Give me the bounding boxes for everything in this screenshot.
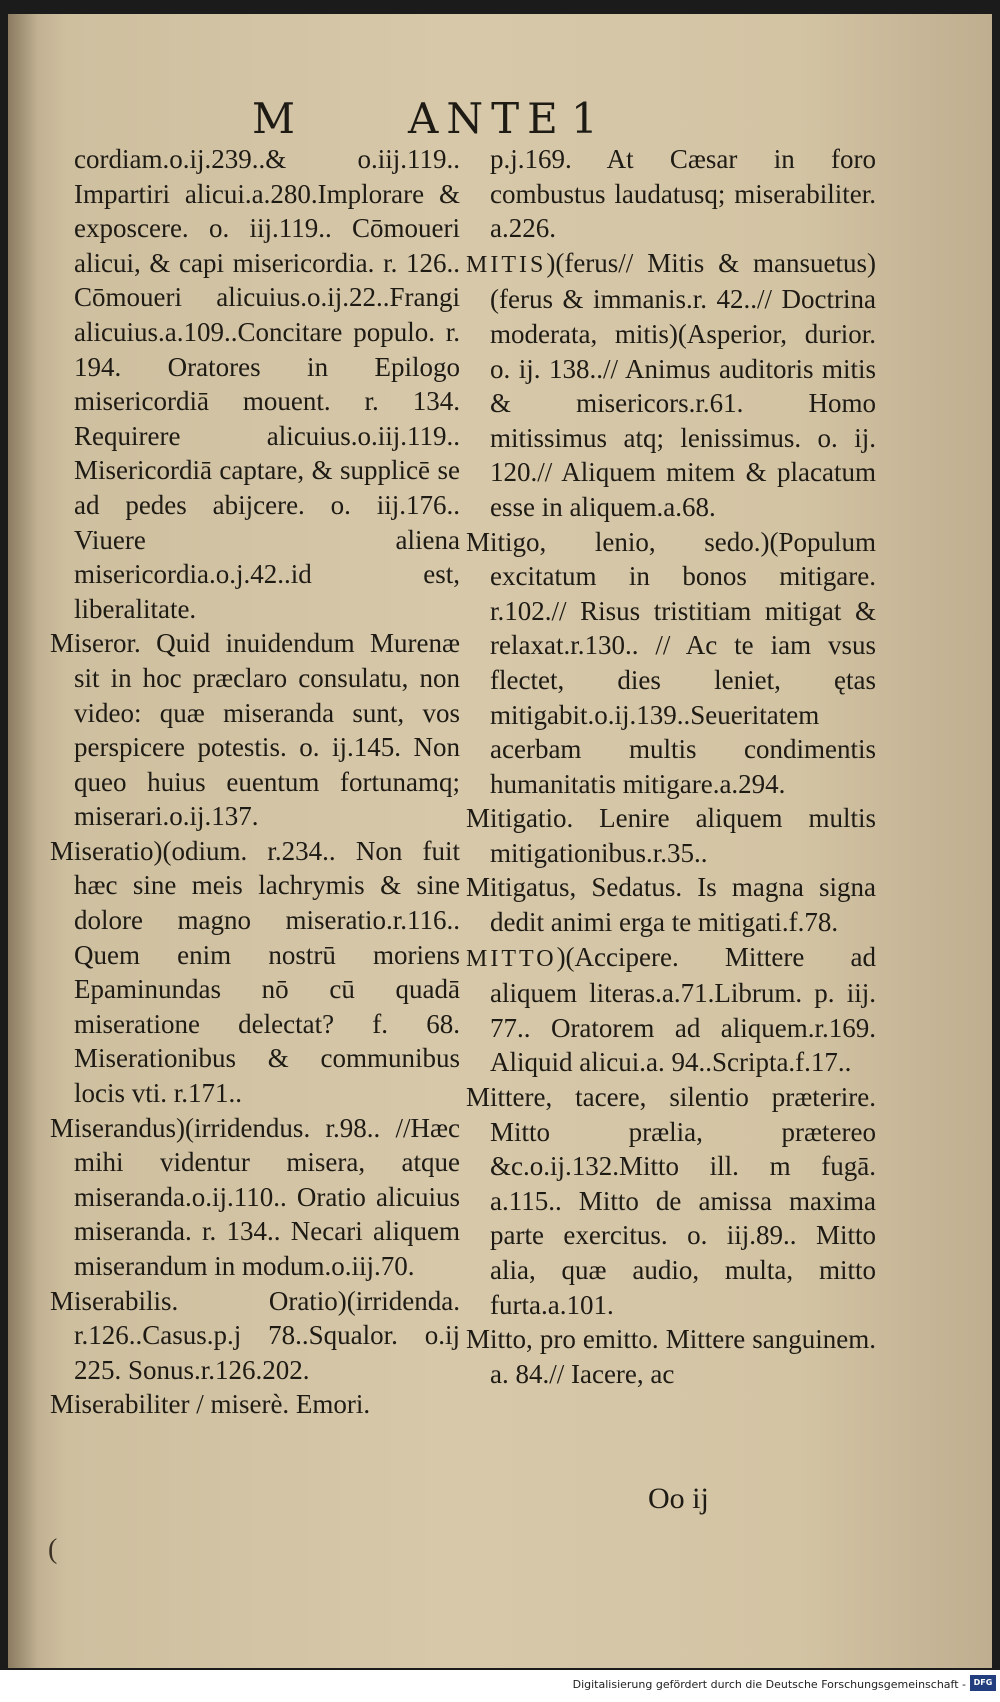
entry-text: Mitigatus, Sedatus. Is magna signa dedit animi erga te mitigati.f.78.	[466, 872, 876, 938]
entry-text: )(ferus// Mitis & mansuetus)(ferus & immanis.r. 42..// Doctrina moderata, mitis)(Asperior, durior. o. ij. 138..// Animus auditoris mitis & misericors.r.61. Homo mitissimus atq; lenissimus. o. ij. 120.// Aliquem mitem & placatum esse in aliquem.a.68.	[490, 247, 876, 522]
dictionary-entry	[466, 1322, 876, 1391]
dictionary-entry	[50, 626, 460, 834]
dictionary-entry	[50, 1284, 460, 1388]
dictionary-entry	[466, 1080, 876, 1322]
running-head	[8, 94, 992, 144]
entry-headword: MITIS	[466, 251, 547, 278]
continued-entry	[50, 142, 460, 626]
dictionary-entry	[466, 940, 876, 1080]
entry-text: cordiam.o.ij.239..& o.iij.119.. Impartiri alicui.a.280.Implorare & exposcere. o. iij.119.. Cōmoueri alicui, & capi misericordia. r. 126.. Cōmoueri alicuius.o.ij.22..Frangi alicuius.a.109..Concitare populo. r. 194. Oratores in Epilogo misericordiā mouent. r. 134. Requirere alicuius.o.iij.119.. Misericordiā captare, & supplicē se ad pedes abijcere. o. iij.176.. Viuere aliena misericordia.o.j.42..id est, liberalitate.	[74, 144, 460, 624]
footer-bar	[0, 1670, 1000, 1702]
running-head-number: 1	[571, 94, 598, 143]
dictionary-entry	[466, 525, 876, 802]
entry-text: Miseratio)(odium. r.234.. Non fuit hæc sine meis lachrymis & sine dolore magno miseratio.r.116.. Quem enim nostrū moriens Epaminundas nō cū quadā miseratione delectat? f. 68. Miserationibus & communibus locis vti. r.171..	[50, 835, 460, 1109]
dfg-logo: DFG	[970, 1675, 996, 1691]
dictionary-entry	[466, 870, 876, 939]
dictionary-entry	[50, 1387, 460, 1422]
entry-text: Miserabiliter / miserè. Emori.	[50, 1389, 371, 1420]
signature-mark: Oo ij	[648, 1482, 709, 1515]
dictionary-entry	[466, 246, 876, 525]
entry-text: Miserandus)(irridendus. r.98.. //Hæc mihi videntur misera, atque miseranda.o.ij.110.. Oratio alicuius miseranda. r. 134.. Necari aliquem miserandum in modum.o.iij.70.	[50, 1112, 460, 1281]
running-head-letter: M	[252, 94, 296, 143]
entry-text: Miseror. Quid inuidendum Murenæ sit in hoc præclaro consulatu, non video: quæ miseranda sunt, vos perspicere potestis. o. ij.145. Non queo huius euentum fortunamq; miserari.o.ij.137.	[50, 628, 460, 832]
dictionary-entry	[50, 834, 460, 1111]
entry-text: Miserabilis. Oratio)(irridenda. r.126..Casus.p.j 78..Squalor. o.ij 225. Sonus.r.126.202.	[50, 1285, 460, 1385]
continued-entry	[466, 142, 876, 246]
entry-text: Mitto, pro emitto. Mittere sanguinem. a. 84.// Iacere, ac	[466, 1324, 876, 1389]
dictionary-entry	[466, 801, 876, 870]
running-head-word: ANTE	[408, 94, 566, 143]
entry-text: p.j.169. At Cæsar in foro combustus laudatusq; miserabiliter. a.226.	[490, 144, 876, 244]
spine-shadow	[8, 14, 38, 1668]
left-column	[50, 142, 460, 1422]
entry-text: Mitigo, lenio, sedo.)(Populum excitatum in bonos mitigare. r.102.// Risus tristitiam mitigat & relaxat.r.130.. // Ac te iam vsus flectet, dies leniet, ętas mitigabit.o.ij.139..Seueritatem acerbam multis condimentis humanitatis mitigare.a.294.	[466, 526, 876, 799]
entry-text: Mittere, tacere, silentio præterire. Mitto prælia, prætereo &c.o.ij.132.Mitto ill. m fugā. a.115.. Mitto de amissa maxima parte exercitus. o. iij.89.. Mitto alia, quæ audio, multa, mitto furta.a.101.	[466, 1082, 876, 1320]
dictionary-entry	[50, 1111, 460, 1284]
entry-text: Mitigatio. Lenire aliquem multis mitigationibus.r.35..	[466, 803, 876, 868]
funding-note: Digitalisierung gefördert durch die Deutsche Forschungsgemeinschaft -	[572, 1678, 966, 1691]
entry-headword: MITTO	[466, 945, 557, 972]
right-column	[466, 142, 876, 1391]
margin-mark: (	[48, 1534, 58, 1565]
book-page	[8, 14, 992, 1668]
entry-text: )(Accipere. Mittere ad aliquem literas.a.71.Librum. p. iij. 77.. Oratorem ad aliquem.r.169. Aliquid alicui.a. 94..Scripta.f.17..	[490, 941, 876, 1078]
